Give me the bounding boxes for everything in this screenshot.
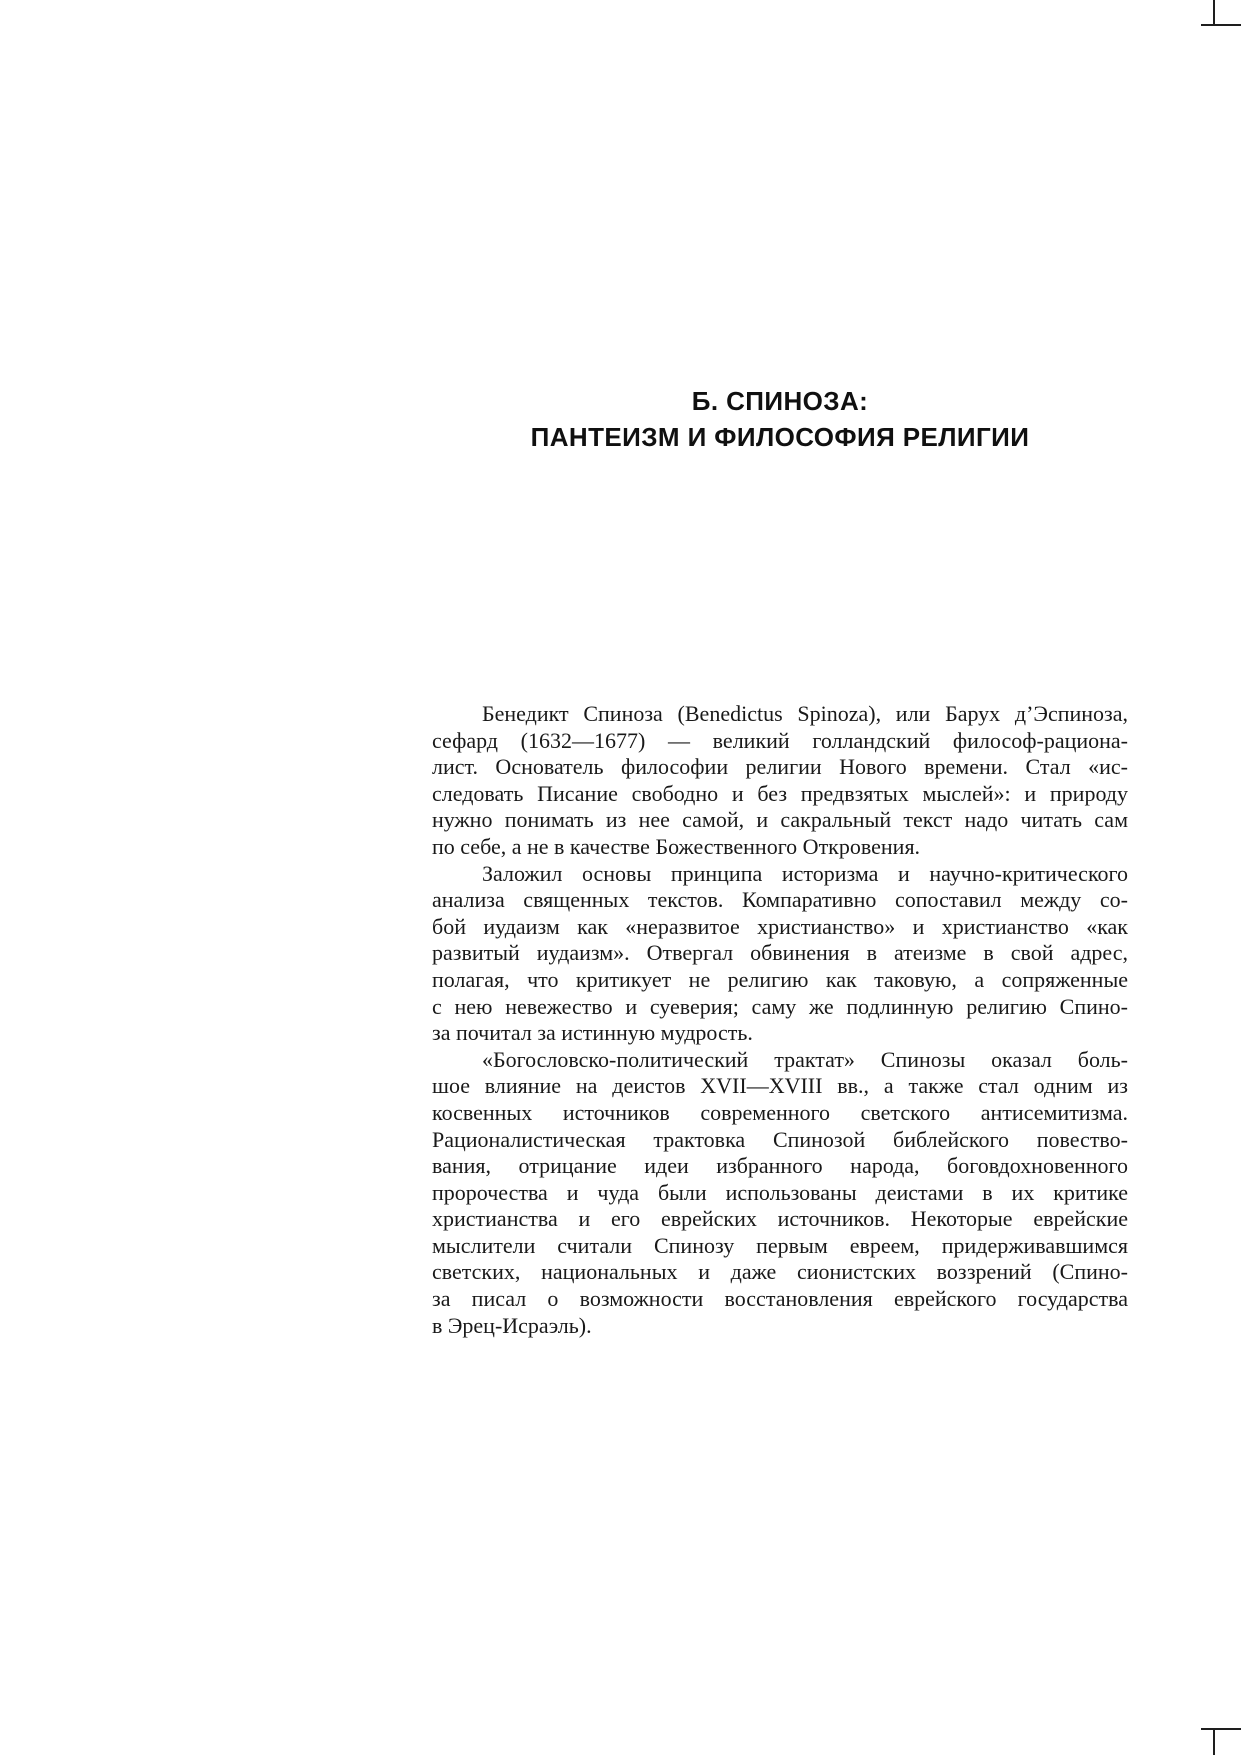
text-line: Рационалистическая трактовка Спинозой библейского повество- [432, 1126, 1128, 1152]
text-line: за почитал за истинную мудрость. [432, 1020, 753, 1046]
text-line: в Эрец-Исраэль). [432, 1312, 592, 1338]
text-line: бой иудаизм как «неразвитое христианство» и христианство «как [432, 913, 1128, 939]
text-line: шое влияние на деистов XVII—XVIII вв., а также стал одним из [432, 1073, 1128, 1099]
text-line: христианства и его еврейских источников. Некоторые еврейские [432, 1206, 1128, 1232]
text-line: пророчества и чуда были использованы деистами в их критике [432, 1179, 1128, 1205]
crop-mark-bottom-right-horizontal [1201, 1728, 1241, 1730]
text-line: лист. Основатель философии религии Нового времени. Стал «ис- [432, 754, 1128, 780]
text-line: вания, отрицание идеи избранного народа, боговдохновенного [432, 1153, 1128, 1179]
chapter-title-line2: ПАНТЕИЗМ И ФИЛОСОФИЯ РЕЛИГИИ [530, 422, 1030, 452]
text-line: мыслители считали Спинозу первым евреем, придерживавшимся [432, 1232, 1128, 1258]
crop-mark-top-right-horizontal [1201, 24, 1241, 26]
body-text [432, 701, 1128, 1339]
text-line: светских, национальных и даже сионистских воззрений (Спино- [432, 1259, 1128, 1285]
chapter-title [432, 383, 1128, 455]
text-line: Бенедикт Спиноза (Benedictus Spinoza), или Барух д’Эспиноза, [482, 701, 1128, 726]
text-line: косвенных источников современного светского антисемитизма. [432, 1099, 1128, 1125]
text-line: по себе, а не в качестве Божественного Откровения. [432, 833, 921, 859]
text-line: за писал о возможности восстановления еврейского государства [432, 1286, 1128, 1312]
text-line: сефард (1632—1677) — великий голландский философ-рациона- [432, 727, 1128, 753]
text-line: развитый иудаизм». Отвергал обвинения в атеизме в свой адрес, [432, 940, 1128, 966]
text-line: анализа священных текстов. Компаративно сопоставил между со- [432, 887, 1128, 913]
crop-mark-top-right-vertical [1213, 0, 1215, 25]
text-line: нужно понимать из нее самой, и сакральный текст надо читать сам [432, 807, 1128, 833]
crop-mark-bottom-right-vertical [1213, 1729, 1215, 1755]
chapter-title-line1: Б. СПИНОЗА: [691, 386, 869, 416]
text-line: с нею невежество и суеверия; саму же подлинную религию Спино- [432, 993, 1128, 1019]
text-line: полагая, что критикует не религию как таковую, а сопряженные [432, 966, 1128, 992]
text-line: Заложил основы принципа историзма и научно-критического [482, 860, 1128, 886]
text-line: «Богословско-политический трактат» Спинозы оказал боль- [482, 1046, 1128, 1072]
text-line: следовать Писание свободно и без предвзятых мыслей»: и природу [432, 780, 1128, 806]
